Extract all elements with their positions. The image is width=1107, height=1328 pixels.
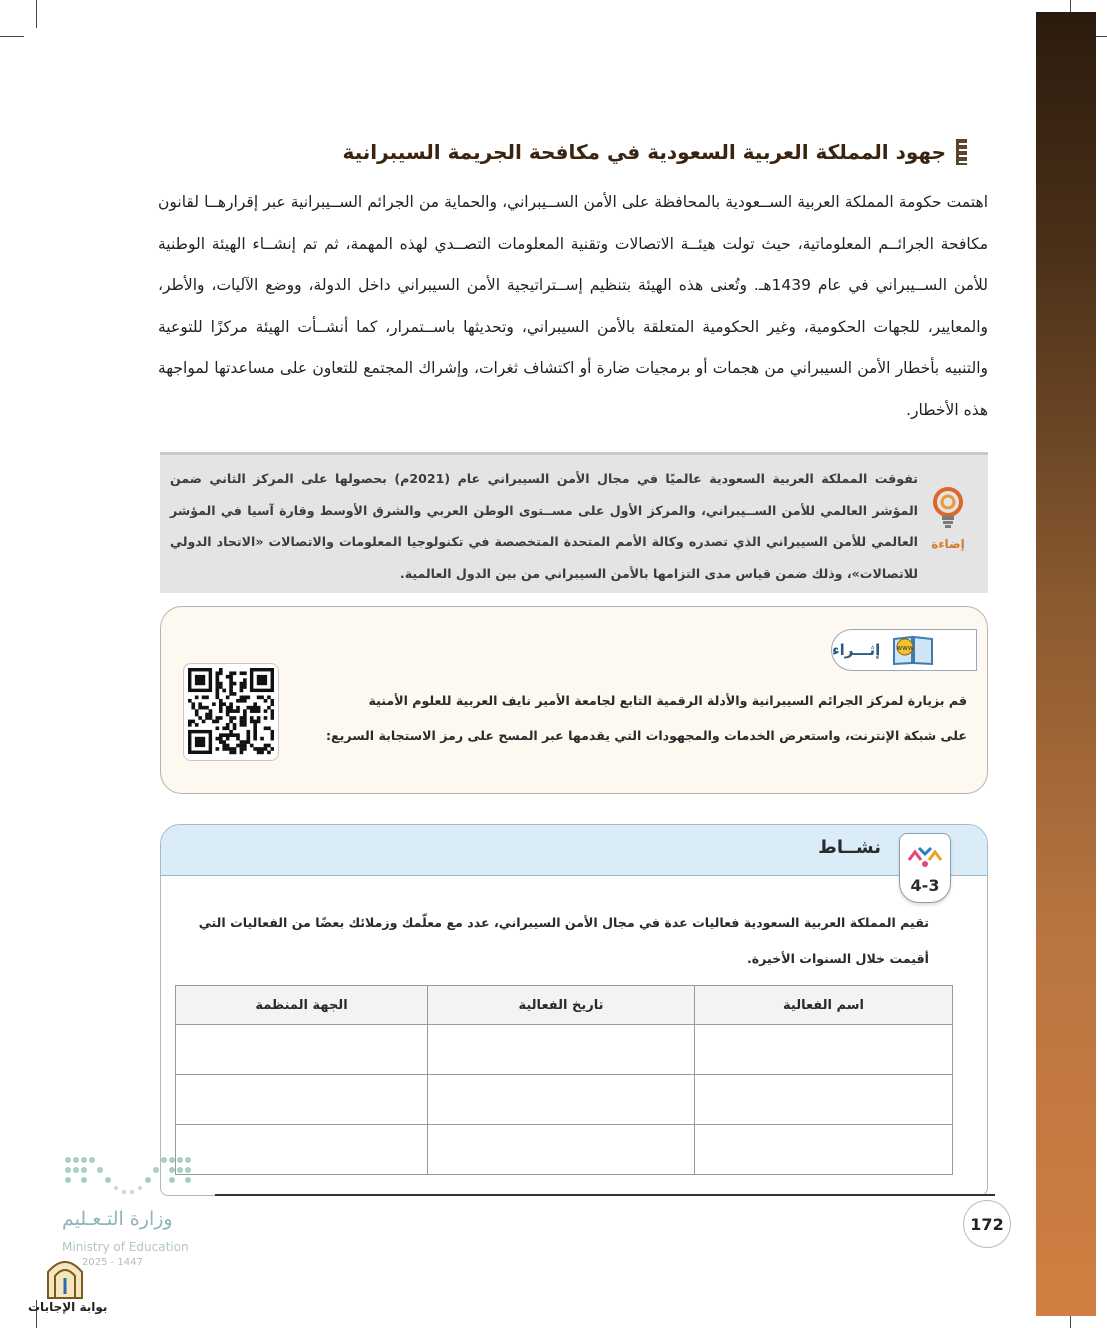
gate-label: بوابة الإجابات [28,1300,108,1314]
crop-mark [36,0,37,28]
heading-marker-icon [956,139,967,165]
activity-title: نشــاط [818,837,881,858]
table-cell[interactable] [428,1125,695,1175]
lightbulb-icon [928,485,968,531]
table-row [176,1075,953,1125]
enrichment-text [307,683,967,753]
section-heading-text: جهود المملكة العربية السعودية في مكافحة الجريمة السيبرانية [342,140,946,164]
info-label: إضاءة [931,537,965,551]
activity-text: تقيم المملكة العربية السعودية فعاليات عدة في مجال الأمن السيبراني، عدد مع معلّمك وزملائك بعضًا من الفعاليات التي أقيمت خلال السنوات الأخيرة. [198,915,929,966]
table-cell[interactable] [176,1025,428,1075]
intro-paragraph: اهتمت حكومة المملكة العربية الســعودية بالمحافظة على الأمن الســيبراني، والحماية من الجرائم الســيبرانية عبر إقرارهــا لقانون مكافحة الجرائــم المعلوماتية، حيث تولت هيئــة الاتصالات وتقنية المعلومات التصــدي لهذه المهمة، ثم تم إنشــاء الهيئة الوطنية للأمن الســيبراني في عام 1439هـ. وتُعنى هذه الهيئة بتنظيم إســتراتيجية الأمن السيبراني داخل الدولة، ووضع الآليات، والأطر، والمعايير، للجهات الحكومية، وغير الحكومية المتعلقة بالأمن السيبراني، وتحديثها باســتمرار، كما أنشــأت الهيئة مركزًا للتوعية والتنبيه بأخطار الأمن السيبراني من هجمات أو برمجيات ضارة أو اكتشاف ثغرات، وإشراك المجتمع للتعاون على مساعدتها لمواجهة هذه الأخطار. [158,193,989,419]
activity-number: 4-3 [910,876,940,895]
activity-box [160,824,988,1196]
activity-shapes-icon [903,840,947,870]
table-cell[interactable] [695,1075,953,1125]
ministry-name-english: Ministry of Education [62,1240,189,1254]
info-highlight-box [160,452,988,593]
column-header-event-name: اسم الفعالية [695,986,953,1025]
table-cell[interactable] [176,1125,428,1175]
enrichment-line-1: قم بزيارة لمركز الجرائم السيبرانية والأدلة الرقمية التابع لجامعة الأمير نايف العربية للعلوم الأمنية [368,693,967,708]
edition-year: 2025 - 1447 [82,1257,143,1268]
qr-code[interactable] [183,663,279,761]
enrichment-line-2: على شبكة الإنترنت، واستعرض الخدمات والمجهودات التي يقدمها عبر المسح على رمز الاستجابة السريع: [326,728,967,743]
side-decorative-band [1036,12,1096,1316]
enrichment-box [160,606,988,794]
table-cell[interactable] [695,1125,953,1175]
column-header-event-date: تاريخ الفعالية [428,986,695,1025]
ministry-name-arabic: وزارة التـعـليم [62,1208,173,1230]
web-book-icon [890,633,936,667]
footer-divider [215,1194,995,1196]
enrichment-label: إثـــراء [832,641,881,659]
table-cell[interactable] [695,1025,953,1075]
section-heading [342,134,967,170]
book-tag-text: www [896,644,914,652]
info-text: تفوقت المملكة العربية السعودية عالميًا في مجال الأمن السيبراني عام (2021م) بحصولها على المركز الثاني ضمن المؤشر العالمي للأمن الســيبراني، والمركز الأول على مســتوى الوطن العربي والشرق الأوسط وقارة آسيا في المؤشر العالمي للأمن السيبراني الذي تصدره وكالة الأمم المتحدة المتخصصة في تكنولوجيا المعلومات والاتصالات «الاتحاد الدولي للاتصالات»، وذلك ضمن قياس مدى التزامها بالأمن السيبراني من بين الدول العالمية. [170,471,918,581]
gate-logo-icon [44,1254,86,1300]
table-row [176,1025,953,1075]
ministry-dots-logo-icon [60,1152,200,1200]
activity-badge [899,833,951,903]
info-icon-group [928,485,968,553]
column-header-organizer: الجهة المنظمة [176,986,428,1025]
crop-mark [0,36,24,37]
activity-table [175,985,953,1175]
qr-code-icon [188,668,274,756]
table-cell[interactable] [428,1075,695,1125]
enrichment-tag [831,629,977,671]
page-number: 172 [963,1200,1011,1248]
table-row [176,1125,953,1175]
table-header-row [176,986,953,1025]
table-cell[interactable] [428,1025,695,1075]
table-cell[interactable] [176,1075,428,1125]
